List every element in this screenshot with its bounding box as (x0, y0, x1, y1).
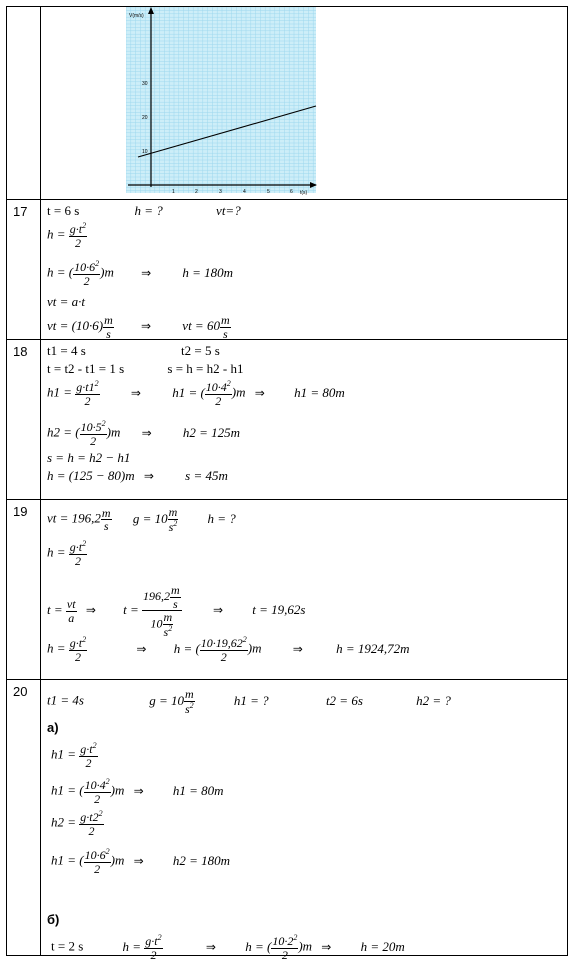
unit-fraction (170, 584, 181, 610)
part-b-label: б) (47, 912, 60, 927)
formula-h2 (47, 420, 240, 447)
fraction (200, 636, 248, 663)
denominator: 2 (85, 755, 92, 770)
formula-lhs: h = ( (173, 640, 200, 656)
given-line-2 (47, 361, 243, 377)
number-column (7, 500, 41, 680)
unit: )m (110, 852, 125, 868)
fraction (142, 584, 182, 638)
given-line (47, 203, 241, 219)
implies-arrow: ⇒ (133, 853, 144, 868)
denominator: 10 (150, 616, 163, 631)
numerator: 10·19,62 (200, 636, 243, 650)
formula-h (47, 222, 87, 249)
formula-h1-calc (51, 778, 224, 805)
denominator: 2 (90, 433, 97, 448)
unit-fraction (103, 314, 114, 340)
implies-arrow: ⇒ (141, 425, 152, 440)
exponent: 2 (105, 847, 110, 856)
numerator: 10·6 (84, 848, 106, 862)
solution-cell (41, 200, 567, 340)
unit: )m (247, 640, 262, 656)
formula-h (47, 540, 87, 567)
numerator: m (163, 610, 173, 625)
formula-v-calc (47, 314, 231, 340)
denominator: 2 (150, 947, 157, 962)
table-row-graph (7, 7, 567, 199)
row-number: 19 (13, 504, 28, 519)
numerator: m (171, 583, 180, 597)
numerator: m (184, 687, 194, 701)
formula-t (47, 584, 305, 638)
given-h1: h1 = ? (233, 692, 269, 708)
given-h: h = ? (134, 203, 163, 218)
y-tick-label: 20 (142, 115, 148, 121)
result: t = 19,62s (252, 602, 306, 618)
formula-part-b (51, 934, 405, 961)
denominator: 2 (74, 649, 81, 664)
denominator: 2 (215, 393, 222, 408)
fraction (144, 934, 162, 961)
given-g: g = 10 (132, 510, 168, 526)
implies-arrow: ⇒ (140, 319, 152, 334)
implies-arrow: ⇒ (292, 641, 303, 656)
denominator: 2 (220, 649, 227, 664)
number-column (7, 200, 41, 340)
exponent: 2 (82, 539, 87, 548)
given-h: h = ? (207, 510, 236, 526)
numerator: g·t (69, 540, 83, 554)
exponent: 2 (82, 221, 87, 230)
numerator: g·t2 (80, 810, 99, 824)
denominator: 2 (74, 235, 81, 250)
fraction (66, 598, 77, 624)
exponent: 2 (293, 933, 298, 942)
exponent: 2 (94, 379, 99, 388)
formula-h2 (51, 810, 104, 837)
unit: )m (298, 938, 313, 954)
formula-lhs: h1 = ( (172, 384, 205, 400)
row-number: 20 (13, 684, 28, 699)
x-tick-label: 3 (219, 189, 222, 195)
y-tick-label: 10 (142, 149, 148, 155)
denominator: 2 (83, 273, 90, 288)
fraction (79, 810, 103, 837)
denominator: a (68, 610, 75, 625)
numerator: g·t1 (76, 380, 95, 394)
numerator: 10·5 (80, 420, 102, 434)
formula-lhs: h1 = ( (51, 852, 84, 868)
given-t1: t1 = 4 s (47, 343, 86, 358)
numerator: g·t (145, 934, 158, 948)
x-tick-label: 6 (290, 189, 293, 195)
implies-arrow: ⇒ (133, 783, 144, 798)
implies-arrow: ⇒ (141, 265, 152, 280)
formula-h-diff (47, 468, 228, 484)
fraction (79, 742, 97, 769)
implies-arrow: ⇒ (130, 385, 141, 400)
fraction (84, 778, 111, 805)
t-difference: t = t2 - t1 = 1 s (47, 361, 125, 376)
x-tick-label: 2 (195, 189, 198, 195)
s-definition: s = h = h2 - h1 (167, 361, 244, 376)
unit: )m (106, 424, 121, 440)
x-tick-label: 5 (267, 189, 270, 195)
exponent: 2 (92, 741, 97, 750)
unit-fraction (101, 507, 112, 533)
numerator: m (220, 313, 230, 327)
row-number: 18 (13, 344, 28, 359)
fraction (69, 540, 87, 567)
given-line (47, 343, 220, 359)
number-column (7, 340, 41, 500)
table-row-19 (7, 499, 567, 680)
numerator: m (101, 505, 111, 520)
table-row-20 (7, 679, 567, 962)
formula-lhs: h2 = ( (47, 424, 80, 440)
unit-fraction (220, 314, 231, 340)
formula-lhs: h1 = (51, 746, 77, 762)
denominator: 2 (88, 823, 95, 838)
result: h = 20m (360, 938, 405, 954)
denominator: 2 (84, 393, 91, 408)
formula-lhs: h = (125 − 80)m (47, 468, 135, 483)
given-t2: t2 = 6s (325, 692, 363, 708)
table-row-17 (7, 199, 567, 340)
velocity-time-graph (126, 7, 318, 199)
denominator: s (168, 519, 174, 534)
exponent: 2 (95, 259, 100, 268)
fraction (271, 934, 298, 961)
denominator: s (184, 701, 190, 716)
numerator: vt (66, 597, 76, 612)
formula-lhs: h2 = (51, 814, 77, 830)
result: h1 = 80m (172, 782, 224, 798)
fraction (84, 848, 111, 875)
denominator: s (103, 519, 109, 534)
exponent: 2 (168, 623, 173, 633)
unit-fraction (184, 688, 195, 715)
exponent: 2 (157, 933, 162, 942)
exponent: 2 (82, 635, 87, 644)
formula-h-calc (47, 260, 233, 287)
formula-h2-calc (51, 848, 230, 875)
denominator: s (163, 624, 169, 639)
formula-lhs: h = (47, 640, 66, 656)
implies-arrow: ⇒ (321, 939, 332, 954)
numerator: 196,2 (143, 588, 171, 603)
fraction (69, 636, 87, 663)
graph-background (126, 7, 316, 193)
formula-h-calc (47, 636, 410, 663)
fraction (80, 420, 107, 447)
result: h2 = 125m (182, 424, 241, 440)
formula-lhs: h1 = ( (51, 782, 84, 798)
unit-fraction (163, 611, 174, 638)
exponent: 2 (226, 379, 231, 388)
implies-arrow: ⇒ (212, 603, 223, 618)
numerator: 10·2 (272, 934, 294, 948)
unit: )m (231, 384, 246, 400)
formula-lhs: h = ( (47, 264, 74, 280)
given-t: t = 6 s (47, 203, 80, 218)
exponent: 2 (105, 777, 110, 786)
unit: )m (110, 782, 125, 798)
formula-lhs: t = (123, 602, 139, 618)
numerator: g·t (80, 742, 93, 756)
numerator: m (168, 505, 178, 519)
number-column (7, 7, 41, 199)
implies-arrow: ⇒ (205, 939, 216, 954)
exponent: 2 (189, 700, 194, 710)
result: h1 = 80m (294, 384, 345, 400)
solutions-table (6, 6, 568, 962)
formula-lhs: h = (47, 226, 66, 242)
unit-fraction (168, 506, 179, 533)
exponent: 2 (98, 809, 103, 818)
denominator: 2 (74, 553, 81, 568)
x-axis-label: t(s) (300, 190, 308, 196)
part-a-label: а) (47, 720, 59, 735)
given-line (47, 506, 236, 533)
result: h = 1924,72m (336, 640, 410, 656)
numerator: m (104, 313, 113, 327)
denominator: 2 (94, 861, 101, 876)
implies-arrow: ⇒ (85, 603, 96, 618)
solution-cell (41, 500, 567, 680)
result: vt = 60 (182, 318, 220, 334)
result: h = 180m (182, 264, 234, 280)
given-v: vt = 196,2 (47, 510, 101, 526)
denominator: 2 (94, 791, 101, 806)
numerator: 10·4 (205, 380, 227, 394)
given-h2: h2 = ? (416, 692, 451, 708)
formula-h1 (51, 742, 98, 769)
given-g: g = 10 (149, 692, 184, 708)
formula-lhs: h = (47, 544, 66, 560)
row-number: 17 (13, 204, 28, 219)
given-v: vt=? (216, 203, 241, 218)
formula-lhs: h1 = (47, 384, 73, 400)
denominator: 2 (281, 947, 288, 962)
fraction (75, 380, 99, 407)
numerator: g·t (69, 222, 83, 236)
given-t2: t2 = 5 s (181, 343, 220, 358)
number-column (7, 680, 41, 955)
given-t: t = 2 s (51, 938, 84, 954)
formula-lhs: t = (47, 602, 63, 618)
exponent: 2 (101, 419, 106, 428)
numerator: 10·4 (84, 778, 106, 792)
fraction (69, 222, 87, 249)
result: h2 = 180m (172, 852, 231, 868)
graph-cell (41, 7, 567, 199)
given-line (47, 688, 451, 715)
formula-h1 (47, 380, 345, 407)
numerator: 10·6 (74, 260, 96, 274)
implies-arrow: ⇒ (143, 469, 154, 483)
unit: )m (100, 264, 114, 280)
numerator: g·t (69, 636, 83, 650)
solution-cell (41, 680, 567, 962)
table-row-18 (7, 339, 567, 500)
implies-arrow: ⇒ (254, 385, 265, 400)
denominator: s (222, 326, 228, 341)
formula-s: s = h = h2 − h1 (47, 450, 131, 465)
formula-lhs: h = (122, 938, 142, 954)
fraction (205, 380, 232, 407)
formula-v: vt = a·t (47, 294, 86, 309)
formula-lhs: h = ( (245, 938, 272, 954)
x-tick-label: 4 (243, 189, 246, 195)
exponent: 2 (173, 518, 178, 528)
result: s = 45m (185, 468, 228, 483)
y-tick-label: 30 (142, 81, 148, 87)
x-tick-label: 1 (172, 189, 175, 195)
fraction (73, 260, 100, 287)
given-t1: t1 = 4s (47, 692, 84, 708)
denominator: s (173, 596, 178, 611)
denominator: s (106, 326, 111, 341)
solution-cell (41, 340, 567, 500)
y-axis-label: V(m/s) (129, 13, 144, 19)
implies-arrow: ⇒ (136, 641, 147, 656)
exponent: 2 (242, 635, 247, 644)
formula-lhs: vt = (10·6) (47, 318, 104, 334)
